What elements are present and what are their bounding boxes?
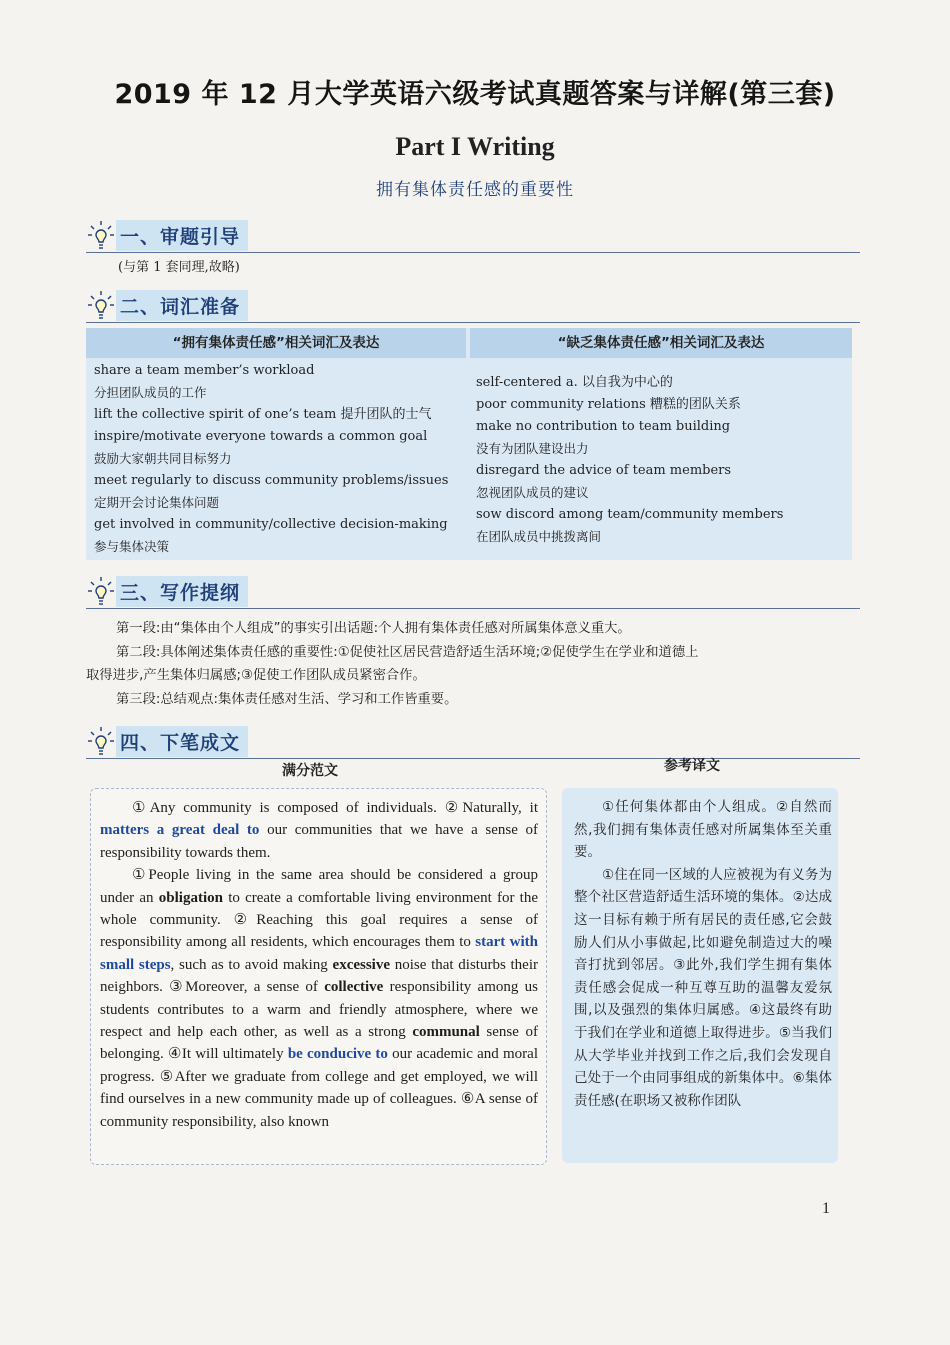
essay-paragraph: ①Any community is composed of individuals. ②Naturally, it matters a great deal to our communities that we have a sense of responsibility towards them. [100,800,538,861]
section-title: 一、审题引导 [116,220,248,251]
lightbulb-icon [86,724,116,758]
list-item: poor community relations 糟糕的团队关系 [476,397,741,412]
outline-text [86,617,856,711]
vocab-left-list [94,360,466,558]
section-title: 四、下笔成文 [116,726,248,757]
essay-paragraph: ①People living in the same area should be considered a group under an obligation to create a comfortable living environment for the whole community. ②Reaching this goal requires a sense of responsibility among all residents, which encourages them to start with small steps, such as to avoid making excessive noise that disturbs their neighbors. ③Moreover, a sense of collective responsibility among us students contributes to a warm and friendly atmosphere, where we respect and help each other, as well as a strong communal sense of belonging. ④It will ultimately be conducive to our academic and moral progress. ⑤After we graduate from college and get employed, we will find ourselves in a new community made up of colleagues. ⑥A sense of community responsibility, also known [100,867,539,1130]
list-item: self-centered a. 以自我为中心的 [476,375,673,390]
essay-topic: 拥有集体责任感的重要性 [376,180,574,200]
list-item: meet regularly to discuss community problems/issues [94,473,449,488]
list-item: 分担团队成员的工作 [94,385,207,400]
lightbulb-icon [86,218,116,252]
vocab-right-header: “缺乏集体责任感”相关词汇及表达 [470,328,852,358]
section-title: 三、写作提纲 [116,576,248,607]
list-item: 在团队成员中挑拨离间 [476,529,602,544]
list-item: 鼓励大家朝共同目标努力 [94,451,232,466]
translation-paragraph: ①任何集体都由个人组成。②自然而然,我们拥有集体责任感对所属集体至关重要。 [574,799,832,861]
outline-paragraph: 第二段:具体阐述集体责任感的重要性:①促使社区居民营造舒适生活环境;②促使学生在学业和道德上 [116,644,699,660]
guide-note: (与第 1 套同理,故略) [118,260,240,275]
part-heading: Part I Writing [395,132,555,161]
list-item: lift the collective spirit of one’s team 提升团队的士气 [94,407,432,422]
list-item: get involved in community/collective decision-making [94,517,448,532]
vocab-table [86,328,852,560]
section-guide [86,218,860,253]
model-essay-heading: 满分范文 [282,763,338,779]
lightbulb-icon [86,288,116,322]
lightbulb-icon [86,574,116,608]
list-item: share a team member’s workload [94,363,315,378]
list-item: inspire/motivate everyone towards a common goal [94,429,428,444]
model-essay-box [90,788,547,1165]
list-item: 忽视团队成员的建议 [476,485,589,500]
page-number: 1 [822,1200,830,1217]
vocab-right-list [476,372,846,548]
list-item: 没有为团队建设出力 [476,441,589,456]
section-title: 二、词汇准备 [116,290,248,321]
list-item: 参与集体决策 [94,539,170,554]
list-item: make no contribution to team building [476,419,731,434]
outline-paragraph: 第一段:由“集体由个人组成”的事实引出话题:个人拥有集体责任感对所属集体意义重大。 [116,621,631,636]
section-outline [86,574,860,609]
translation-paragraph: ①住在同一区域的人应被视为有义务为整个社区营造舒适生活环境的集体。②达成这一目标有赖于所有居民的责任感,它会鼓励人们从小事做起,比如避免制造过大的噪音打扰到邻居。③此外,我们学生拥有集体责任感会促成一种互尊互助的温馨友爱氛围,以及强烈的集体归属感。④这最终有助于我们在学业和道德上取得进步。⑤当我们从大学毕业并找到工作之后,我们会发现自己处于一个由同事组成的新集体中。⑥集体责任感(在职场又被称作团队 [574,866,832,1109]
list-item: sow discord among team/community members [476,507,784,522]
translation-heading: 参考译文 [664,758,720,774]
list-item: disregard the advice of team members [476,463,732,478]
outline-paragraph: 第三段:总结观点:集体责任感对生活、学习和工作皆重要。 [116,691,458,707]
outline-paragraph: 取得进步,产生集体归属感;③促使工作团队成员紧密合作。 [86,668,426,683]
translation-box [562,788,838,1163]
page-title: 2019 年 12 月大学英语六级考试真题答案与详解(第三套) [114,79,836,110]
vocab-left-header: “拥有集体责任感”相关词汇及表达 [86,328,466,358]
list-item: 定期开会讨论集体问题 [94,495,220,510]
section-vocab [86,288,860,323]
section-writing [86,724,860,759]
